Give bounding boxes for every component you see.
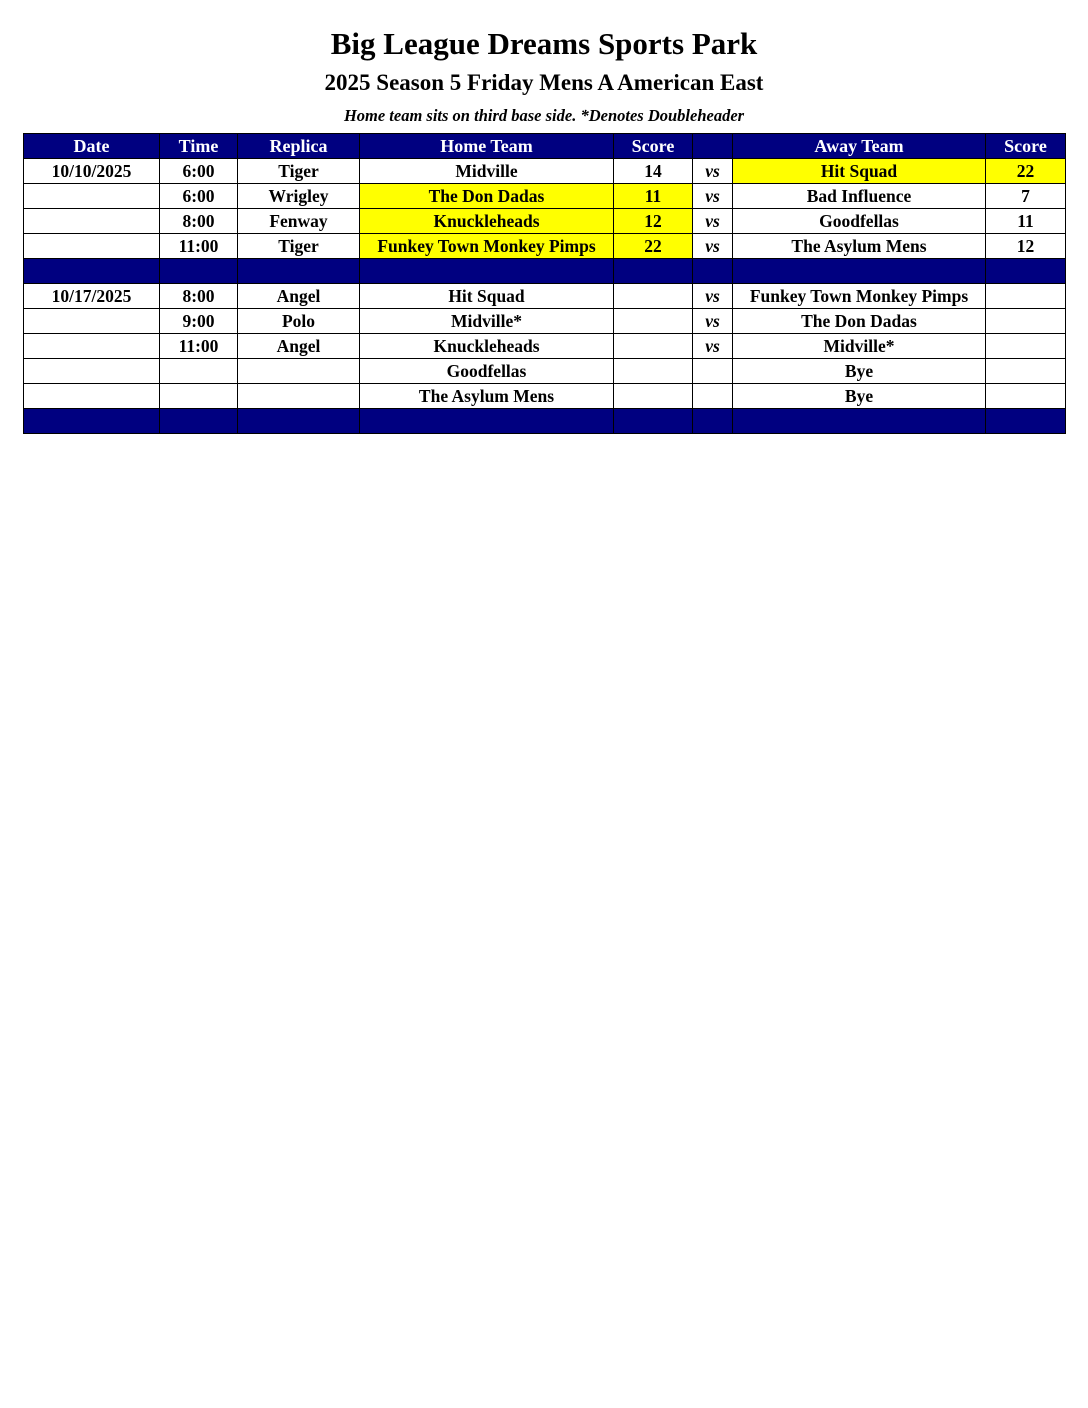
col-away-score: Score (986, 134, 1066, 159)
date-cell (24, 359, 160, 384)
home-team-cell: Knuckleheads (360, 209, 614, 234)
away-score-cell (986, 334, 1066, 359)
date-cell: 10/17/2025 (24, 284, 160, 309)
away-score-cell (986, 284, 1066, 309)
away-team-cell: Funkey Town Monkey Pimps (733, 284, 986, 309)
away-team-cell: The Don Dadas (733, 309, 986, 334)
time-cell: 8:00 (160, 284, 238, 309)
vs-cell: vs (693, 284, 733, 309)
game-row (24, 309, 1066, 334)
replica-cell (238, 359, 360, 384)
bye-row (24, 359, 1066, 384)
home-team-cell: Knuckleheads (360, 334, 614, 359)
time-cell: 6:00 (160, 159, 238, 184)
away-team-cell: The Asylum Mens (733, 234, 986, 259)
replica-cell: Wrigley (238, 184, 360, 209)
time-cell: 9:00 (160, 309, 238, 334)
away-score-cell: 11 (986, 209, 1066, 234)
home-score-cell (614, 334, 693, 359)
vs-cell (693, 359, 733, 384)
vs-cell (693, 384, 733, 409)
vs-cell: vs (693, 309, 733, 334)
week-separator-row (24, 409, 1066, 434)
page-subtitle: 2025 Season 5 Friday Mens A American East (324, 70, 764, 95)
replica-cell: Polo (238, 309, 360, 334)
date-cell (24, 334, 160, 359)
replica-cell: Angel (238, 284, 360, 309)
home-score-cell: 14 (614, 159, 693, 184)
away-team-cell: Bad Influence (733, 184, 986, 209)
vs-cell: vs (693, 184, 733, 209)
away-score-cell: 22 (986, 159, 1066, 184)
vs-cell: vs (693, 334, 733, 359)
replica-cell: Angel (238, 334, 360, 359)
schedule-table (23, 133, 1066, 434)
time-cell: 6:00 (160, 184, 238, 209)
time-cell (160, 359, 238, 384)
away-team-cell: Midville* (733, 334, 986, 359)
vs-cell: vs (693, 159, 733, 184)
col-vs (693, 134, 733, 159)
page-title: Big League Dreams Sports Park (330, 26, 758, 61)
away-score-cell: 7 (986, 184, 1066, 209)
col-away-team: Away Team (733, 134, 986, 159)
home-score-cell (614, 284, 693, 309)
col-time: Time (160, 134, 238, 159)
game-row (24, 334, 1066, 359)
home-score-cell (614, 309, 693, 334)
time-cell: 11:00 (160, 234, 238, 259)
vs-cell: vs (693, 234, 733, 259)
game-row (24, 209, 1066, 234)
replica-cell: Fenway (238, 209, 360, 234)
home-score-cell (614, 384, 693, 409)
vs-cell: vs (693, 209, 733, 234)
away-team-cell: Hit Squad (733, 159, 986, 184)
col-replica: Replica (238, 134, 360, 159)
game-row (24, 284, 1066, 309)
home-team-cell: Midville* (360, 309, 614, 334)
away-score-cell (986, 309, 1066, 334)
date-cell (24, 209, 160, 234)
home-team-cell: Goodfellas (360, 359, 614, 384)
home-team-cell: The Asylum Mens (360, 384, 614, 409)
game-row (24, 234, 1066, 259)
bye-row (24, 384, 1066, 409)
home-team-cell: Funkey Town Monkey Pimps (360, 234, 614, 259)
time-cell: 8:00 (160, 209, 238, 234)
header-row (24, 134, 1066, 159)
game-row (24, 184, 1066, 209)
home-score-cell: 11 (614, 184, 693, 209)
home-score-cell: 22 (614, 234, 693, 259)
away-team-cell: Goodfellas (733, 209, 986, 234)
date-cell: 10/10/2025 (24, 159, 160, 184)
time-cell (160, 384, 238, 409)
home-team-cell: Hit Squad (360, 284, 614, 309)
time-cell: 11:00 (160, 334, 238, 359)
col-date: Date (24, 134, 160, 159)
replica-cell: Tiger (238, 234, 360, 259)
date-cell (24, 384, 160, 409)
home-score-cell (614, 359, 693, 384)
replica-cell (238, 384, 360, 409)
date-cell (24, 234, 160, 259)
schedule-note: Home team sits on third base side. *Denotes Doubleheader (343, 106, 745, 125)
home-team-cell: The Don Dadas (360, 184, 614, 209)
away-score-cell (986, 384, 1066, 409)
date-cell (24, 309, 160, 334)
week-separator-row (24, 259, 1066, 284)
date-cell (24, 184, 160, 209)
replica-cell: Tiger (238, 159, 360, 184)
col-home-score: Score (614, 134, 693, 159)
away-score-cell (986, 359, 1066, 384)
col-home-team: Home Team (360, 134, 614, 159)
away-team-cell: Bye (733, 384, 986, 409)
away-team-cell: Bye (733, 359, 986, 384)
game-row (24, 159, 1066, 184)
away-score-cell: 12 (986, 234, 1066, 259)
home-team-cell: Midville (360, 159, 614, 184)
home-score-cell: 12 (614, 209, 693, 234)
